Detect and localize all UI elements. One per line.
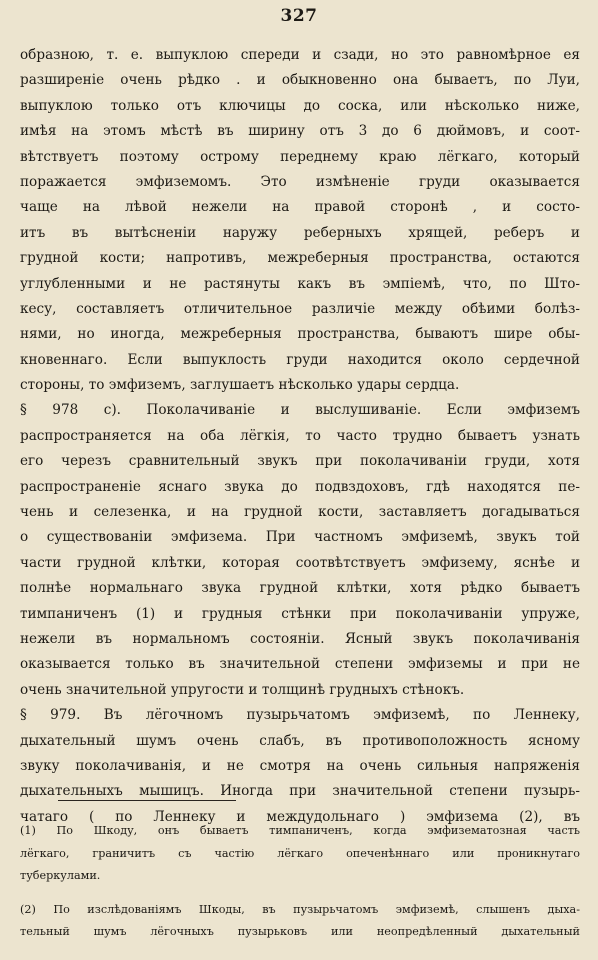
text-line: тимпаниченъ (1) и грудныя стѣнки при поколачиваніи упруже, — [20, 605, 580, 622]
text-line: кновеннаго. Если выпуклость груди находится около сердечной — [20, 351, 580, 368]
section-heading-line: § 979. Въ лёгочномъ пузырьчатомъ эмфиземѣ, по Леннеку, — [20, 707, 580, 724]
footnote-line: (2) По изслѣдованіямъ Шкоды, въ пузырьчатомъ эмфиземѣ, слышенъ дыха- — [20, 902, 580, 916]
section-heading-line: § 978 с). Поколачиваніе и выслушиваніе. Если эмфиземъ — [20, 402, 580, 419]
text-line: грудной кости; напротивъ, межреберныя пространства, остаются — [20, 250, 580, 267]
text-line: разширеніе очень рѣдко . и обыкновенно она бываетъ, по Луи, — [20, 72, 580, 89]
text-line: чень и селезенка, и на грудной кости, заставляетъ догадываться — [20, 504, 580, 521]
text-line: выпуклою только отъ ключицы до соска, или нѣсколько ниже, — [20, 97, 580, 114]
text-line: звуку поколачиванія, и не смотря на очень сильныя напряженія — [20, 757, 580, 774]
page-number: 327 — [280, 6, 318, 26]
text-line: распространяется на оба лёгкія, то часто трудно бываетъ узнать — [20, 427, 580, 444]
text-line: распространеніе яснаго звука до подвздоховъ, гдѣ находятся пе- — [20, 478, 580, 495]
text-line: кесу, составляетъ отличительное различіе между обѣими болѣз- — [20, 300, 580, 317]
text-line: о существованіи эмфизема. При частномъ эмфиземѣ, звукъ той — [20, 529, 580, 546]
text-line: поражается эмфиземомъ. Это измѣненіе груди оказывается — [20, 173, 580, 190]
text-line: стороны, то эмфиземъ, заглушаетъ нѣсколько удары сердца. — [20, 377, 460, 394]
text-line: дыхательный шумъ очень слабъ, въ противоположность ясному — [20, 732, 580, 749]
text-line: очень значительной упругости и толщинѣ грудныхъ стѣнокъ. — [20, 681, 465, 698]
text-line: дыхательныхъ мышицъ. Иногда при значительной степени пузырь- — [20, 783, 580, 800]
text-line: имѣя на этомъ мѣстѣ въ ширину отъ 3 до 6 дюймовъ, и соот- — [20, 123, 580, 140]
text-line: углубленными и не растянуты какъ въ эмпіемѣ, что, по Што- — [20, 275, 580, 292]
text-line: образною, т. е. выпуклою спереди и сзади, но это равномѣрное ея — [20, 47, 580, 63]
main-text — [20, 43, 580, 830]
text-line: полнѣе нормальнаго звука грудной клѣтки, хотя рѣдко бываетъ — [20, 580, 580, 597]
footnote-line: туберкулами. — [20, 869, 101, 882]
footnote-separator — [58, 800, 236, 801]
text-line: чаще на лѣвой нежели на правой сторонѣ , и состо- — [20, 199, 580, 216]
text-line: итъ въ вытѣсненіи наружу реберныхъ хрящей, реберъ и — [20, 224, 580, 241]
text-line: чатаго ( по Леннеку и междудольнаго ) эмфизема (2), въ — [20, 808, 580, 825]
footnote-line: (1) По Шкоду, онъ бываетъ тимпаниченъ, когда эмфизематозная часть — [20, 824, 580, 837]
text-line: части грудной клѣтки, которая соотвѣтствуетъ эмфизему, яснѣе и — [20, 554, 580, 571]
text-line: нежели въ нормальномъ состояніи. Ясный звукъ поколачиванія — [20, 630, 580, 647]
footnotes — [20, 820, 580, 944]
footnote-line: лёгкаго, граничитъ съ частію лёгкаго опеченѣннаго или проникнутаго — [20, 846, 580, 860]
footnote-spacer — [20, 888, 580, 899]
footnote-line: тельный шумъ лёгочныхъ пузырьковъ или неопредѣленный дыхательный — [20, 925, 580, 938]
text-line: его черезъ сравнительный звукъ при поколачиваніи груди, хотя — [20, 453, 580, 470]
text-line: вѣтствуетъ поэтому острому переднему краю лёгкаго, который — [20, 148, 580, 165]
text-line: оказывается только въ значительной степени эмфиземы и при не — [20, 656, 580, 673]
text-line: нями, но иногда, межреберныя пространства, бываютъ шире обы- — [20, 326, 580, 343]
